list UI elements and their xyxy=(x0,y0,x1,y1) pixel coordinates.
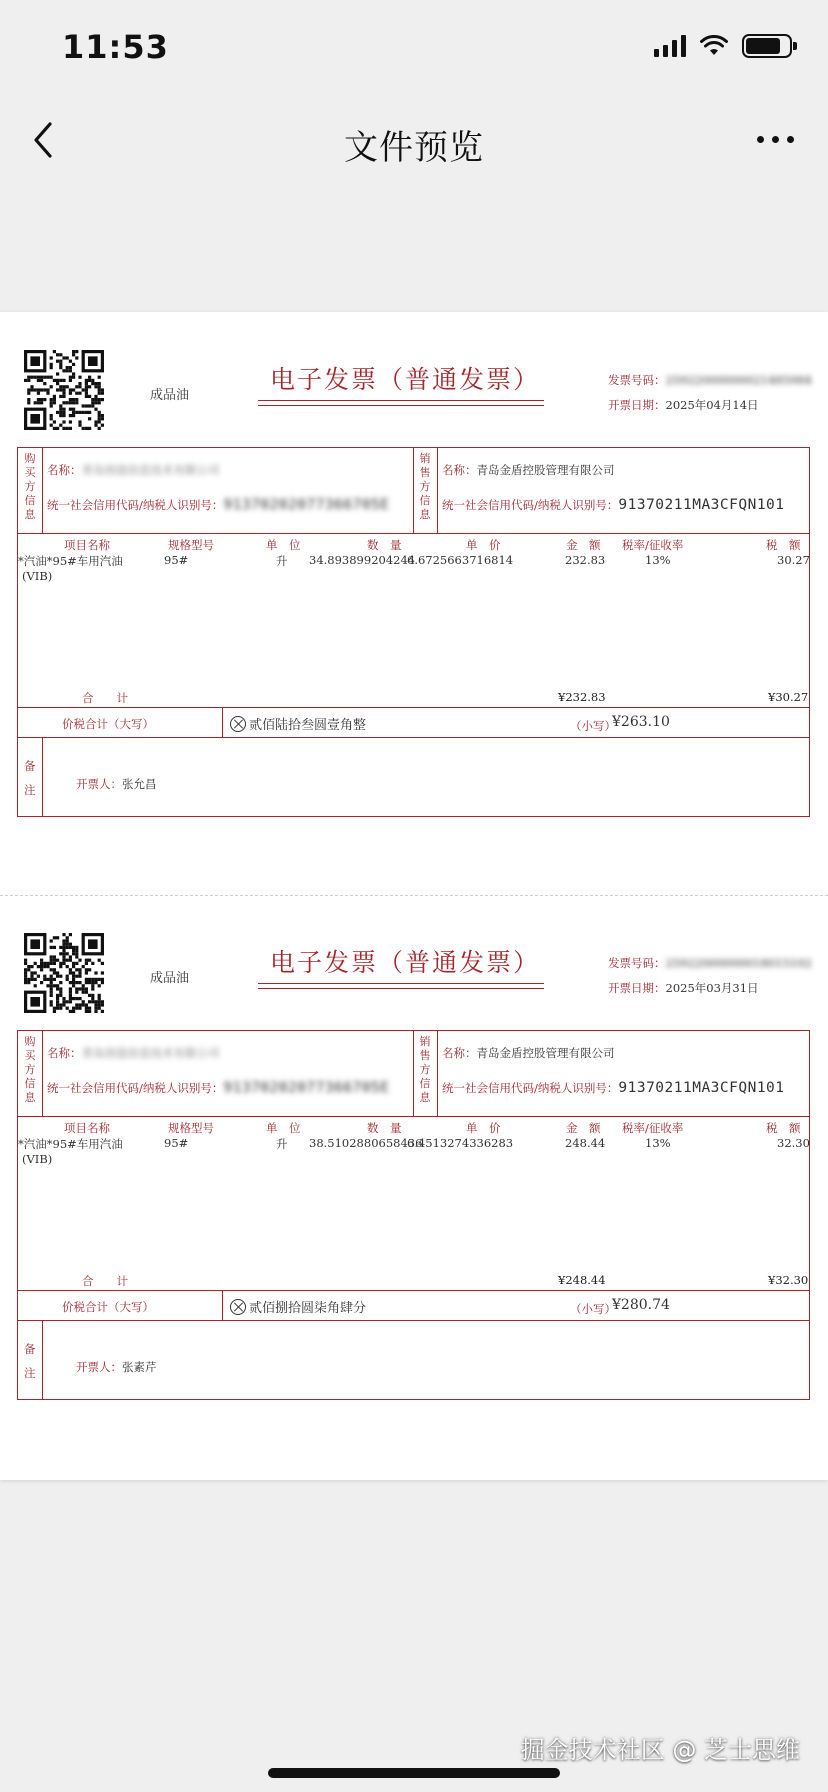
remark-label-1: 备 xyxy=(24,1342,36,1356)
grid-line xyxy=(17,447,18,816)
grid-line xyxy=(42,737,43,816)
col-qty: 数 量 xyxy=(367,1121,402,1135)
seller-credit-code: 统一社会信用代码/纳税人识别号：91370211MA3CFQN101 xyxy=(442,1080,785,1096)
circled-x-icon xyxy=(230,716,246,732)
buyer-name: 名称：青岛创造信息技术有限公司 xyxy=(47,463,220,477)
grid-line xyxy=(222,707,223,737)
document-preview[interactable] xyxy=(0,312,828,1480)
total-label: 合 计 xyxy=(82,691,128,705)
invoice-number-value: 25922000000021485984 xyxy=(665,373,812,387)
total-amount: ¥232.83 xyxy=(558,690,606,704)
grid-line xyxy=(17,1116,810,1117)
invoice-number: 发票号码：25922000000018015102 xyxy=(608,956,812,970)
buyer-name-value: 青岛创造信息技术有限公司 xyxy=(81,463,220,477)
small-write-label: （小写） xyxy=(570,1302,616,1316)
total-amount: ¥248.44 xyxy=(558,1273,606,1287)
remark-label-2: 注 xyxy=(24,1366,36,1380)
col-spec: 规格型号 xyxy=(168,1121,214,1135)
invoice-category: 成品油 xyxy=(150,388,190,403)
grid-line xyxy=(809,1030,810,1399)
buyer-name: 名称：青岛创造信息技术有限公司 xyxy=(47,1046,220,1060)
col-unit: 单 位 xyxy=(266,538,301,552)
grid-line xyxy=(413,1030,414,1116)
total-tax: ¥32.30 xyxy=(768,1273,809,1287)
item-spec: 95# xyxy=(164,553,189,567)
status-time: 11:53 xyxy=(62,28,169,66)
col-spec: 规格型号 xyxy=(168,538,214,552)
seller-name-value: 青岛金盾控股管理有限公司 xyxy=(476,1046,615,1060)
grid-line xyxy=(17,1030,18,1399)
qr-code xyxy=(24,933,104,1013)
item-name: *汽油*95#车用汽油 xyxy=(18,1137,123,1151)
buyer-credit-code: 统一社会信用代码/纳税人识别号：91370202077366705E xyxy=(47,497,390,513)
col-rate: 税率/征收率 xyxy=(622,1121,684,1135)
more-button[interactable] xyxy=(757,136,794,143)
issue-date-value: 2025年04月14日 xyxy=(665,398,759,412)
invoice-title: 电子发票（普通发票） xyxy=(270,365,541,394)
grid-line xyxy=(437,1030,438,1116)
item-rate: 13% xyxy=(645,553,671,567)
col-price: 单 价 xyxy=(466,538,501,552)
item-qty: 38.5102880658436 xyxy=(309,1136,423,1150)
issue-date: 开票日期：2025年04月14日 xyxy=(608,398,759,412)
status-bar xyxy=(0,0,828,100)
battery-icon xyxy=(742,34,792,58)
col-item-name: 项目名称 xyxy=(64,538,110,552)
grid-line xyxy=(222,1290,223,1320)
buyer-label: 购 买 方 信 息 xyxy=(24,1035,36,1104)
col-amount: 金 额 xyxy=(566,1121,601,1135)
item-name-cont: (VIB) xyxy=(22,1152,53,1166)
item-qty: 34.893899204244 xyxy=(309,553,416,567)
tax-incl-total-upper: 贰佰捌拾圆柒角肆分 xyxy=(230,1297,366,1316)
title-underline xyxy=(258,400,544,401)
seller-label: 销 售 方 信 息 xyxy=(419,1035,431,1104)
invoice-title: 电子发票（普通发票） xyxy=(270,948,541,977)
tax-incl-total-lower: ¥263.10 xyxy=(612,714,670,730)
buyer-name-value: 青岛创造信息技术有限公司 xyxy=(81,1046,220,1060)
tax-incl-total-label: 价税合计（大写） xyxy=(62,717,154,731)
item-price: 6.6725663716814 xyxy=(407,553,514,567)
item-unit: 升 xyxy=(276,554,288,568)
total-tax: ¥30.27 xyxy=(768,690,809,704)
title-underline xyxy=(258,405,544,406)
remark-label-1: 备 xyxy=(24,759,36,773)
seller-credit-code: 统一社会信用代码/纳税人识别号：91370211MA3CFQN101 xyxy=(442,497,785,513)
nav-bar xyxy=(0,100,828,184)
home-indicator[interactable] xyxy=(268,1768,560,1778)
issuer: 开票人：张允昌 xyxy=(76,777,157,791)
item-unit: 升 xyxy=(276,1137,288,1151)
buyer-credit-code: 统一社会信用代码/纳税人识别号：91370202077366705E xyxy=(47,1080,390,1096)
item-amount: 248.44 xyxy=(565,1136,606,1150)
battery-level xyxy=(746,38,780,54)
col-qty: 数 量 xyxy=(367,538,402,552)
invoice-page xyxy=(0,895,828,1455)
grid-line xyxy=(809,447,810,816)
buyer-id-value: 91370202077366705E xyxy=(223,1080,390,1096)
status-icons xyxy=(654,34,792,58)
issue-date: 开票日期：2025年03月31日 xyxy=(608,981,759,995)
col-unit: 单 位 xyxy=(266,1121,301,1135)
grid-line xyxy=(42,1320,43,1399)
item-spec: 95# xyxy=(164,1136,189,1150)
watermark: 掘金技术社区 @ 芝士思维 xyxy=(520,1736,800,1764)
item-amount: 232.83 xyxy=(565,553,606,567)
grid-line xyxy=(17,1290,810,1291)
invoice-page xyxy=(0,312,828,872)
grid-line xyxy=(42,1030,43,1116)
col-rate: 税率/征收率 xyxy=(622,538,684,552)
grid-line xyxy=(42,447,43,533)
grid-line xyxy=(413,447,414,533)
tax-incl-total-lower: ¥280.74 xyxy=(612,1297,670,1313)
grid-line xyxy=(17,816,810,817)
col-price: 单 价 xyxy=(466,1121,501,1135)
total-label: 合 计 xyxy=(82,1274,128,1288)
title-underline xyxy=(258,988,544,989)
remark-label-2: 注 xyxy=(24,783,36,797)
item-name-cont: (VIB) xyxy=(22,569,53,583)
seller-name: 名称：青岛金盾控股管理有限公司 xyxy=(442,1046,615,1060)
col-item-name: 项目名称 xyxy=(64,1121,110,1135)
issuer-value: 张素芹 xyxy=(122,1360,157,1374)
cellular-signal-icon xyxy=(654,35,686,57)
buyer-id-value: 91370202077366705E xyxy=(223,497,390,513)
grid-line xyxy=(17,1320,810,1321)
tax-incl-total-upper: 贰佰陆拾叁圆壹角整 xyxy=(230,714,366,733)
small-write-label: （小写） xyxy=(570,719,616,733)
seller-id-value: 91370211MA3CFQN101 xyxy=(618,497,785,513)
qr-code xyxy=(24,350,104,430)
issuer: 开票人：张素芹 xyxy=(76,1360,157,1374)
item-rate: 13% xyxy=(645,1136,671,1150)
grid-line xyxy=(17,707,810,708)
grid-line xyxy=(17,1399,810,1400)
col-tax: 税 额 xyxy=(766,1121,801,1135)
seller-label: 销 售 方 信 息 xyxy=(419,452,431,521)
circled-x-icon xyxy=(230,1299,246,1315)
page-title: 文件预览 xyxy=(344,128,484,168)
item-price: 6.4513274336283 xyxy=(407,1136,514,1150)
item-name: *汽油*95#车用汽油 xyxy=(18,554,123,568)
grid-line xyxy=(17,533,810,534)
invoice-number: 发票号码：25922000000021485984 xyxy=(608,373,812,387)
seller-name-value: 青岛金盾控股管理有限公司 xyxy=(476,463,615,477)
col-amount: 金 额 xyxy=(566,538,601,552)
ellipsis-icon xyxy=(757,136,764,143)
item-tax: 30.27 xyxy=(777,553,810,567)
item-tax: 32.30 xyxy=(777,1136,810,1150)
buyer-label: 购 买 方 信 息 xyxy=(24,452,36,521)
issue-date-value: 2025年03月31日 xyxy=(665,981,759,995)
seller-id-value: 91370211MA3CFQN101 xyxy=(618,1080,785,1096)
wifi-icon xyxy=(700,35,728,57)
grid-line xyxy=(437,447,438,533)
tax-incl-total-label: 价税合计（大写） xyxy=(62,1300,154,1314)
title-underline xyxy=(258,983,544,984)
invoice-number-value: 25922000000018015102 xyxy=(665,956,812,970)
grid-line xyxy=(17,737,810,738)
seller-name: 名称：青岛金盾控股管理有限公司 xyxy=(442,463,615,477)
col-tax: 税 额 xyxy=(766,538,801,552)
invoice-category: 成品油 xyxy=(150,971,190,986)
issuer-value: 张允昌 xyxy=(122,777,157,791)
